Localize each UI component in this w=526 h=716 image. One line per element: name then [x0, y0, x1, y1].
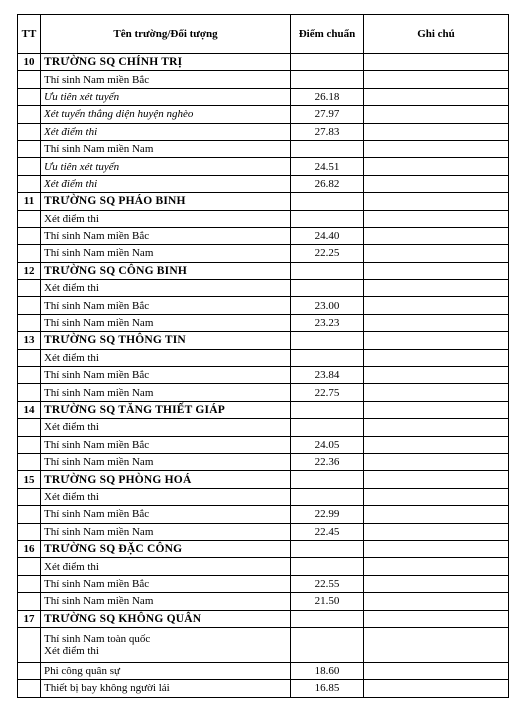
candidate-group: Thí sinh Nam miền Bắc: [41, 506, 291, 523]
table-row: [18, 593, 509, 610]
row-index: 11: [18, 193, 41, 210]
table-row: [18, 419, 509, 436]
note-cell: [364, 367, 509, 384]
row-index: [18, 349, 41, 366]
school-heading-row: [18, 193, 509, 210]
header-score: Điểm chuẩn: [291, 15, 364, 54]
row-index: 13: [18, 332, 41, 349]
row-index: 15: [18, 471, 41, 488]
note-cell: [364, 106, 509, 123]
note-cell: [364, 488, 509, 505]
school-name: TRƯỜNG SQ CÔNG BINH: [41, 262, 291, 279]
benchmark-score: [291, 280, 364, 297]
benchmark-score: [291, 54, 364, 71]
row-index: [18, 523, 41, 540]
benchmark-score: 22.45: [291, 523, 364, 540]
header-name: Tên trường/Đối tượng: [41, 15, 291, 54]
note-cell: [364, 436, 509, 453]
table-row: [18, 575, 509, 592]
benchmark-score: [291, 419, 364, 436]
school-name: TRƯỜNG SQ CHÍNH TRỊ: [41, 54, 291, 71]
row-index: [18, 297, 41, 314]
note-cell: [364, 593, 509, 610]
table-row: [18, 210, 509, 227]
candidate-group: Xét điểm thi: [41, 349, 291, 366]
benchmark-score: [291, 558, 364, 575]
note-cell: [364, 297, 509, 314]
school-name: TRƯỜNG SQ PHÁO BINH: [41, 193, 291, 210]
benchmark-score: 22.25: [291, 245, 364, 262]
candidate-group: Thí sinh Nam miền Bắc: [41, 436, 291, 453]
candidate-group-line: Thí sinh Nam toàn quốc: [44, 632, 151, 645]
school-heading-row: [18, 540, 509, 557]
table-row: [18, 71, 509, 88]
row-index: [18, 227, 41, 244]
table-row: [18, 384, 509, 401]
row-index: [18, 245, 41, 262]
benchmark-score: [291, 349, 364, 366]
table-row: [18, 680, 509, 697]
table-row: [18, 453, 509, 470]
candidate-group: Thí sinh Nam miền Bắc: [41, 227, 291, 244]
note-cell: [364, 245, 509, 262]
note-cell: [364, 140, 509, 157]
row-index: [18, 662, 41, 679]
benchmark-score: 24.51: [291, 158, 364, 175]
table-row: [18, 367, 509, 384]
table-row: [18, 488, 509, 505]
candidate-group: Thí sinh Nam miền Bắc: [41, 297, 291, 314]
candidate-group: Xét điểm thi: [41, 419, 291, 436]
row-index: [18, 106, 41, 123]
row-index: [18, 575, 41, 592]
benchmark-score: [291, 71, 364, 88]
table-row: [18, 349, 509, 366]
note-cell: [364, 384, 509, 401]
header-tt: TT: [18, 15, 41, 54]
row-index: 12: [18, 262, 41, 279]
benchmark-score: 23.00: [291, 297, 364, 314]
table-row: [18, 506, 509, 523]
benchmark-score: [291, 471, 364, 488]
row-index: [18, 314, 41, 331]
benchmark-score: [291, 401, 364, 418]
candidate-group: Ưu tiên xét tuyển: [41, 88, 291, 105]
candidate-group: Xét điểm thi: [41, 558, 291, 575]
benchmark-score: [291, 193, 364, 210]
note-cell: [364, 123, 509, 140]
table-row: [18, 123, 509, 140]
candidate-group: Thí sinh Nam miền Bắc: [41, 575, 291, 592]
candidate-group: Xét điểm thi: [41, 280, 291, 297]
candidate-group: Thí sinh Nam miền Nam: [41, 314, 291, 331]
row-index: [18, 558, 41, 575]
candidate-group: Thiết bị bay không người lái: [41, 680, 291, 697]
school-heading-row: [18, 332, 509, 349]
note-cell: [364, 349, 509, 366]
candidate-group: Thí sinh Nam miền Nam: [41, 140, 291, 157]
benchmark-score: 22.55: [291, 575, 364, 592]
note-cell: [364, 558, 509, 575]
row-index: 16: [18, 540, 41, 557]
table-row: [18, 436, 509, 453]
row-index: 14: [18, 401, 41, 418]
candidate-group: Thí sinh Nam miền Bắc: [41, 71, 291, 88]
note-cell: [364, 210, 509, 227]
row-index: [18, 627, 41, 662]
row-index: [18, 175, 41, 192]
note-cell: [364, 262, 509, 279]
admission-score-table: [17, 14, 509, 698]
candidate-group: Thí sinh Nam miền Nam: [41, 593, 291, 610]
note-cell: [364, 540, 509, 557]
row-index: [18, 593, 41, 610]
table-body: [18, 54, 509, 698]
note-cell: [364, 71, 509, 88]
row-index: [18, 419, 41, 436]
benchmark-score: [291, 210, 364, 227]
school-name: TRƯỜNG SQ KHÔNG QUÂN: [41, 610, 291, 627]
benchmark-score: 27.97: [291, 106, 364, 123]
candidate-group: Xét điểm thi: [41, 488, 291, 505]
note-cell: [364, 662, 509, 679]
header-note: Ghi chú: [364, 15, 509, 54]
benchmark-score: 16.85: [291, 680, 364, 697]
benchmark-score: 23.84: [291, 367, 364, 384]
candidate-group: [41, 627, 291, 662]
benchmark-score: [291, 262, 364, 279]
row-index: [18, 210, 41, 227]
note-cell: [364, 314, 509, 331]
table-row: [18, 314, 509, 331]
table-row: [18, 88, 509, 105]
candidate-group: Xét điểm thi: [41, 123, 291, 140]
note-cell: [364, 523, 509, 540]
school-name: TRƯỜNG SQ THÔNG TIN: [41, 332, 291, 349]
note-cell: [364, 227, 509, 244]
candidate-group: Phi công quân sự: [41, 662, 291, 679]
note-cell: [364, 401, 509, 418]
note-cell: [364, 506, 509, 523]
candidate-group: Xét tuyển thẳng diện huyện nghèo: [41, 106, 291, 123]
benchmark-score: 22.99: [291, 506, 364, 523]
school-heading-row: [18, 401, 509, 418]
candidate-group: Thí sinh Nam miền Nam: [41, 384, 291, 401]
candidate-group: Ưu tiên xét tuyển: [41, 158, 291, 175]
row-index: [18, 280, 41, 297]
table-row: [18, 245, 509, 262]
row-index: [18, 158, 41, 175]
note-cell: [364, 280, 509, 297]
table-row: [18, 523, 509, 540]
note-cell: [364, 175, 509, 192]
benchmark-score: [291, 627, 364, 662]
school-heading-row: [18, 471, 509, 488]
candidate-group: Xét điểm thi: [41, 210, 291, 227]
candidate-group: Thí sinh Nam miền Nam: [41, 523, 291, 540]
table-row: [18, 158, 509, 175]
benchmark-score: 23.23: [291, 314, 364, 331]
note-cell: [364, 54, 509, 71]
note-cell: [364, 158, 509, 175]
table-row: [18, 140, 509, 157]
row-index: [18, 453, 41, 470]
benchmark-score: 21.50: [291, 593, 364, 610]
school-name: TRƯỜNG SQ TĂNG THIẾT GIÁP: [41, 401, 291, 418]
note-cell: [364, 575, 509, 592]
benchmark-score: 24.40: [291, 227, 364, 244]
table-row: [18, 175, 509, 192]
note-cell: [364, 332, 509, 349]
benchmark-score: 22.75: [291, 384, 364, 401]
candidate-group: Xét điểm thi: [41, 175, 291, 192]
benchmark-score: [291, 488, 364, 505]
table-row: [18, 297, 509, 314]
note-cell: [364, 88, 509, 105]
table-row: [18, 106, 509, 123]
benchmark-score: [291, 610, 364, 627]
note-cell: [364, 419, 509, 436]
benchmark-score: 27.83: [291, 123, 364, 140]
note-cell: [364, 193, 509, 210]
benchmark-score: 18.60: [291, 662, 364, 679]
note-cell: [364, 610, 509, 627]
row-index: [18, 367, 41, 384]
table-row: [18, 627, 509, 662]
note-cell: [364, 627, 509, 662]
candidate-group-line: Xét điểm thi: [44, 644, 99, 657]
row-index: [18, 140, 41, 157]
benchmark-score: [291, 140, 364, 157]
note-cell: [364, 680, 509, 697]
row-index: [18, 436, 41, 453]
note-cell: [364, 471, 509, 488]
benchmark-score: 26.18: [291, 88, 364, 105]
benchmark-score: [291, 332, 364, 349]
row-index: 17: [18, 610, 41, 627]
table-row: [18, 227, 509, 244]
row-index: [18, 506, 41, 523]
table-row: [18, 662, 509, 679]
candidate-group: Thí sinh Nam miền Nam: [41, 453, 291, 470]
school-name: TRƯỜNG SQ ĐẶC CÔNG: [41, 540, 291, 557]
table-header-row: [18, 15, 509, 54]
school-heading-row: [18, 262, 509, 279]
school-heading-row: [18, 54, 509, 71]
school-name: TRƯỜNG SQ PHÒNG HOÁ: [41, 471, 291, 488]
benchmark-score: 24.05: [291, 436, 364, 453]
benchmark-score: 26.82: [291, 175, 364, 192]
candidate-group: Thí sinh Nam miền Nam: [41, 245, 291, 262]
school-heading-row: [18, 610, 509, 627]
note-cell: [364, 453, 509, 470]
row-index: [18, 123, 41, 140]
table-row: [18, 280, 509, 297]
row-index: [18, 88, 41, 105]
row-index: [18, 488, 41, 505]
benchmark-score: 22.36: [291, 453, 364, 470]
table-row: [18, 558, 509, 575]
benchmark-score: [291, 540, 364, 557]
row-index: [18, 680, 41, 697]
row-index: 10: [18, 54, 41, 71]
candidate-group: Thí sinh Nam miền Bắc: [41, 367, 291, 384]
row-index: [18, 384, 41, 401]
row-index: [18, 71, 41, 88]
